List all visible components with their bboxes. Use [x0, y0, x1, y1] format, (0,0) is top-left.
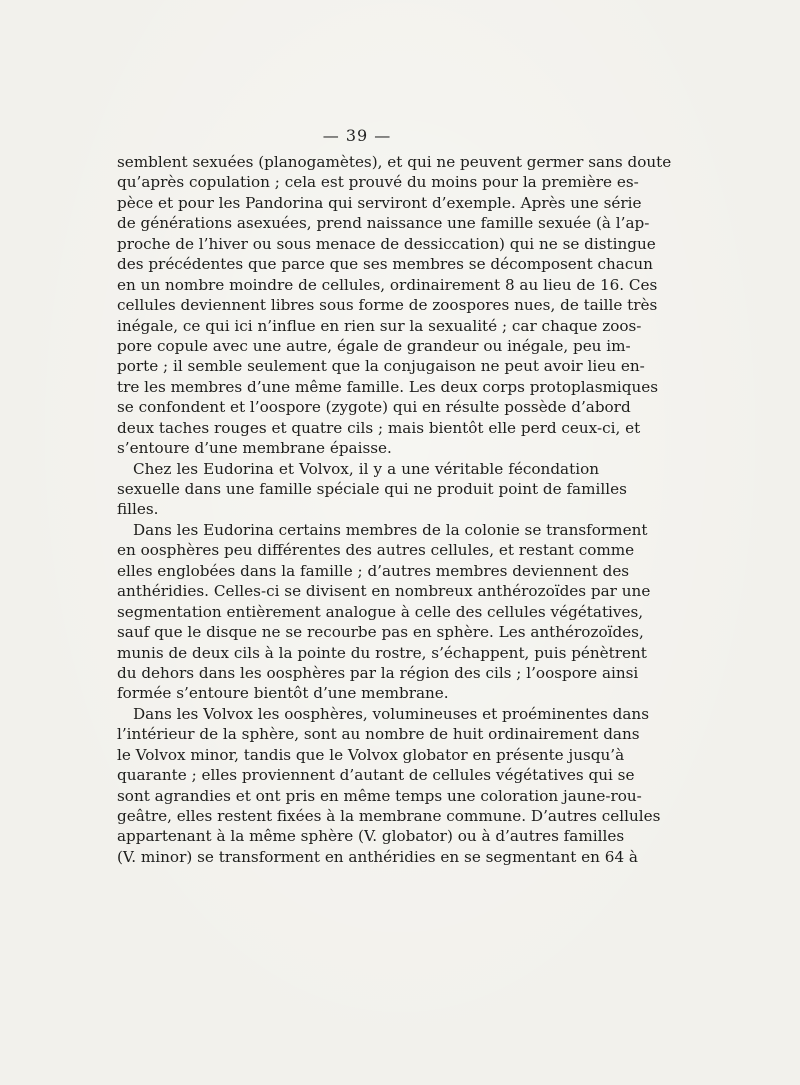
text-line: sont agrandies et ont pris en même temps une coloration jaune-rou-: [117, 786, 642, 805]
text-line: cellules deviennent libres sous forme de zoospores nues, de taille très: [117, 296, 658, 315]
text-line: geâtre, elles restent fixées à la membrane commune. D’autres cellules: [117, 807, 661, 825]
text-line: porte ; il semble seulement que la conjugaison ne peut avoir lieu en-: [117, 357, 645, 376]
page-number: — 39 —: [322, 126, 392, 145]
text-line: de générations asexuées, prend naissance une famille sexuée (à l’ap-: [117, 214, 650, 233]
text-line: proche de l’hiver ou sous menace de dessiccation) qui ne se distingue: [117, 234, 656, 253]
text-line: l’intérieur de la sphère, sont au nombre de huit ordinairement dans: [117, 725, 640, 744]
text-line: le Volvox minor, tandis que le Volvox globator en présente jusqu’à: [117, 745, 625, 764]
text-line: pore copule avec une autre, égale de grandeur ou inégale, peu im-: [117, 336, 631, 355]
paragraph-4: [117, 704, 661, 868]
text-line: anthéridies. Celles-ci se divisent en nombreux anthérozoïdes par une: [117, 582, 651, 601]
text-line: du dehors dans les oosphères par la région des cils ; l’oospore ainsi: [117, 663, 639, 682]
text-line: quarante ; elles proviennent d’autant de cellules végétatives qui se: [117, 766, 635, 785]
text-line: sauf que le disque ne se recourbe pas en sphère. Les anthérozoïdes,: [117, 623, 644, 642]
text-line: en un nombre moindre de cellules, ordinairement 8 au lieu de 16. Ces: [117, 275, 658, 294]
text-line: semblent sexuées (planogamètes), et qui ne peuvent germer sans doute: [117, 153, 672, 171]
text-line: Dans les Eudorina certains membres de la colonie se transforment: [133, 520, 648, 539]
text-line: qu’après copulation ; cela est prouvé du moins pour la première es-: [117, 173, 639, 192]
text-line: pèce et pour les Pandorina qui serviront d’exemple. Après une série: [117, 193, 642, 212]
text-line: segmentation entièrement analogue à celle des cellules végétatives,: [117, 602, 644, 621]
text-line: en oosphères peu différentes des autres cellules, et restant comme: [117, 541, 635, 560]
paragraph-1: [117, 152, 672, 459]
text-line: inégale, ce qui ici n’influe en rien sur la sexualité ; car chaque zoos-: [117, 316, 642, 335]
text-line: sexuelle dans une famille spéciale qui ne produit point de familles: [117, 480, 627, 498]
text-line: appartenant à la même sphère (V. globator) ou à d’autres familles: [117, 827, 625, 846]
text-line: tre les membres d’une même famille. Les deux corps protoplasmiques: [117, 377, 659, 396]
text-line: munis de deux cils à la pointe du rostre, s’échappent, puis pénètrent: [117, 643, 647, 662]
body-text: [117, 152, 672, 867]
text-line: formée s’entoure bientôt d’une membrane.: [117, 684, 449, 703]
text-line: Dans les Volvox les oosphères, volumineuses et proéminentes dans: [133, 704, 650, 723]
text-line: s’entoure d’une membrane épaisse.: [117, 439, 392, 458]
text-line: filles.: [117, 500, 159, 519]
paragraph-2: [117, 459, 627, 520]
text-line: Chez les Eudorina et Volvox, il y a une véritable fécondation: [133, 459, 599, 478]
text-line: des précédentes que parce que ses membres se décomposent chacun: [117, 255, 653, 274]
text-line: se confondent et l’oospore (zygote) qui en résulte possède d’abord: [117, 398, 631, 417]
text-line: elles englobées dans la famille ; d’autres membres deviennent des: [117, 561, 630, 580]
text-line: (V. minor) se transforment en anthéridies en se segmentant en 64 à: [117, 847, 638, 866]
text-line: deux taches rouges et quatre cils ; mais bientôt elle perd ceux-ci, et: [117, 418, 641, 437]
paragraph-3: [117, 520, 651, 704]
